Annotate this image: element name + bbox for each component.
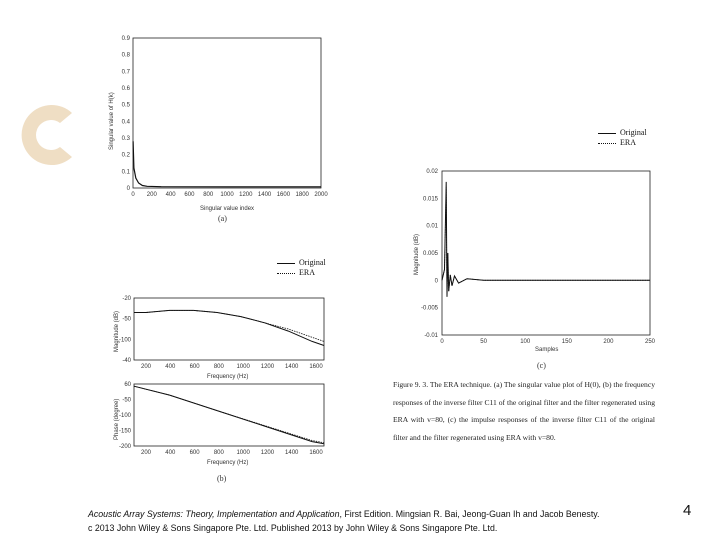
x-tick-label: 1600: [309, 450, 323, 456]
x-tick-label: 1000: [236, 364, 250, 370]
figure-b-chart: [112, 292, 332, 487]
x-tick-label: 400: [165, 364, 176, 370]
y-tick-label: -150: [118, 428, 131, 435]
y-tick-label: 0.5: [121, 102, 130, 109]
figure-c: [410, 165, 660, 375]
x-tick-label: 1800: [295, 192, 309, 198]
legend-solid-line: [277, 263, 295, 264]
x-tick-label: 1400: [285, 364, 299, 370]
figure-b-mag-xlabel: Frequency (Hz): [207, 374, 249, 380]
x-tick-label: 50: [480, 339, 487, 345]
y-tick-label: -100: [118, 413, 131, 419]
x-tick-label: 600: [189, 450, 200, 456]
y-tick-label: 0.02: [426, 169, 438, 175]
figure-b-phase-ylabel: Phase (degree): [114, 398, 120, 440]
figure-b-panel-label: (b): [217, 474, 227, 483]
figure-b-phase-xlabel: Frequency (Hz): [207, 460, 249, 466]
y-tick-label: 0.7: [121, 69, 130, 76]
x-tick-label: 1400: [257, 192, 272, 198]
figure-a: [105, 30, 330, 230]
legend-era: ERA: [620, 138, 636, 147]
x-tick-label: 400: [165, 450, 176, 456]
y-tick-label: 0.4: [121, 119, 130, 126]
x-tick-label: 1400: [285, 450, 299, 456]
y-tick-label: -0.01: [424, 333, 438, 339]
figure-c-xlabel: Samples: [535, 347, 559, 353]
figure-a-xlabel: Singular value index: [200, 206, 255, 212]
x-tick-label: 800: [203, 192, 214, 198]
magnitude-original-series: [134, 310, 324, 345]
x-tick-label: 600: [184, 192, 195, 198]
x-tick-label: 600: [189, 364, 200, 370]
y-tick-label: 0: [434, 278, 438, 285]
x-tick-label: 200: [140, 364, 152, 370]
figure-a-chart: [105, 30, 330, 230]
x-tick-label: 1200: [239, 192, 253, 198]
legend-dotted-line: [598, 143, 616, 144]
figure-c-panel-label: (c): [537, 361, 546, 370]
x-tick-label: 1200: [260, 364, 275, 370]
x-tick-label: 1000: [236, 450, 250, 456]
figure-a-ylabel: Singular value of H(k): [109, 92, 115, 150]
x-tick-label: 100: [520, 339, 531, 345]
y-tick-label: -100: [118, 337, 131, 344]
x-tick-label: 1200: [260, 450, 275, 456]
x-tick-label: 200: [140, 450, 152, 456]
legend-solid-line: [598, 133, 616, 134]
x-tick-label: 200: [603, 339, 614, 345]
singular-value-series: [133, 141, 321, 187]
figure-c-legend: [598, 128, 647, 148]
figure-caption: Figure 9. 3. The ERA technique. (a) The singular value plot of H(0), (b) the frequency responses of the inverse filter C11 of the original filter and the filter regenerated using ERA with v=80, (c) the impulse responses of the inverse filter C11 of the original filter and the filter regenerated using ERA with v=80.: [393, 380, 655, 442]
x-tick-label: 400: [165, 192, 176, 198]
figure-b: [112, 292, 332, 487]
x-tick-label: 250: [644, 339, 656, 345]
x-tick-label: 2000: [314, 192, 328, 198]
y-tick-label: 0.9: [121, 36, 130, 42]
y-tick-label: 0.1: [121, 169, 130, 176]
x-tick-label: 0: [440, 339, 444, 345]
x-tick-label: 800: [213, 364, 224, 370]
figure-c-ylabel: Magnitude (dB): [414, 233, 420, 275]
y-tick-label: 0.01: [426, 223, 438, 230]
y-tick-label: 0.3: [121, 136, 130, 142]
copyright-line: c 2013 John Wiley & Sons Singapore Pte. Ltd. Published 2013 by John Wiley & Sons Singapore Pte. Ltd.: [88, 523, 498, 533]
y-tick-label: -50: [122, 316, 131, 323]
x-tick-label: 800: [213, 450, 224, 456]
x-tick-label: 1600: [276, 192, 291, 198]
y-tick-label: 60: [124, 382, 131, 388]
y-tick-label: 0.8: [121, 52, 130, 59]
x-tick-label: 1600: [309, 364, 323, 370]
figure-b-mag-ylabel: Magnitude (dB): [114, 310, 120, 352]
y-tick-label: 0.2: [121, 152, 130, 159]
y-tick-label: 0: [126, 186, 130, 192]
y-tick-label: -50: [122, 397, 131, 404]
x-tick-label: 1000: [220, 192, 234, 198]
citation-footer: [88, 507, 599, 535]
legend-dotted-line: [277, 273, 295, 274]
y-tick-label: 0.005: [422, 251, 438, 257]
decorative-c-logo: [10, 95, 90, 175]
x-tick-label: 150: [561, 339, 572, 345]
citation-authors: , First Edition. Mingsian R. Bai, Jeong-Guan Ih and Jacob Benesty.: [339, 509, 600, 519]
y-tick-label: -0.005: [420, 305, 438, 312]
legend-era: ERA: [299, 268, 315, 277]
x-tick-label: 0: [131, 192, 135, 198]
y-tick-label: 0.015: [422, 196, 438, 203]
x-tick-label: 200: [146, 192, 157, 198]
figure-c-chart: [410, 165, 660, 375]
figure-b-legend: [277, 258, 326, 278]
y-tick-label: -20: [122, 296, 131, 302]
page-number: 4: [683, 502, 692, 519]
book-title: Acoustic Array Systems: Theory, Implementation and Application: [88, 509, 340, 519]
figure-a-panel-label: (a): [218, 214, 227, 223]
legend-original: Original: [299, 258, 326, 267]
legend-original: Original: [620, 128, 647, 137]
y-tick-label: -40: [122, 358, 131, 364]
y-tick-label: -200: [118, 444, 131, 450]
y-tick-label: 0.6: [121, 86, 130, 92]
